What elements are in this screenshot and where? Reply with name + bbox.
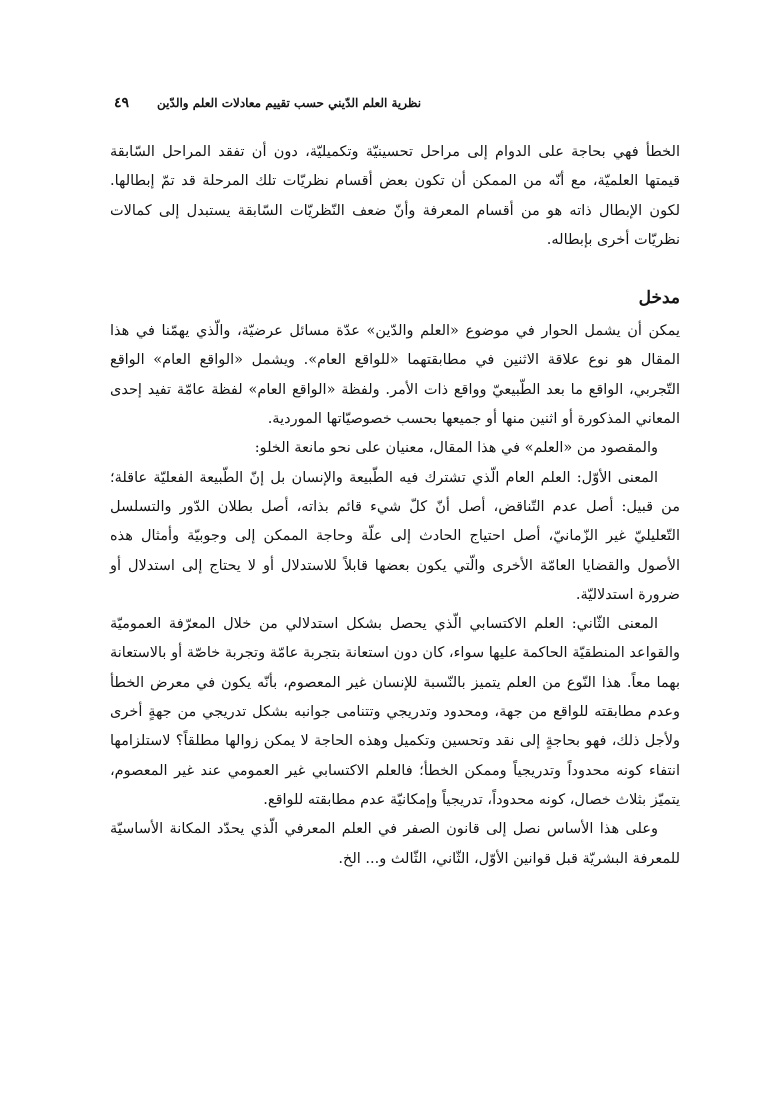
running-title: نظرية العلم الدّيني حسب تقييم معادلات العلم والدّين (157, 96, 422, 110)
running-header (114, 92, 438, 114)
section-title: مدخل (638, 288, 680, 309)
paragraph-continuation: الخطأ فهي بحاجة على الدوام إلى مراحل تحسينيّة وتكميليّة، دون أن تفقد المراحل السّابقة قيمتها العلميّة، مع أنّه من الممكن أن تكون بعض أقسام نظريّات تلك المرحلة قد تمّ إبطالها. لكون الإبطال ذاته هو من أقسام المعرفة وأنّ ضعف النّظريّات السّابقة يستبدل إلى كمالات نظريّات أخرى بإبطاله. (110, 144, 680, 248)
page-body (110, 138, 680, 874)
paragraph-zero-law: وعلى هذا الأساس نصل إلى قانون الصفر في العلم المعرفي الّذي يحدّد المكانة الأساسيّة للمعرفة البشريّة قبل قوانين الأوّل، الثّاني، الثّالث و... الخ. (110, 821, 680, 867)
page-number: ٤٩ (114, 95, 130, 111)
paragraph-meaning-intro: والمقصود من «العلم» في هذا المقال، معنيان على نحو مانعة الخلو: (254, 440, 658, 457)
paragraph-first-meaning: المعنى الأوّل: العلم العام الّذي تشترك فيه الطّبيعة والإنسان بل إنّ الطّبيعة الفعليّة عاقلة؛ من قبيل: أصل عدم التّناقض، أصل أنّ كلّ شيء قائم بذاته، أصل بطلان الدّور والتسلسل التّعليليّ غير الزّمانيّ، أصل احتياج الحادث إلى علّة وحاجة الممكن إلى وجوبيّة وأمثال هذه الأصول والقضايا العامّة الأخرى والّتي يكون بعضها قابلاً للاستدلال أو لا يحتاج إلى استدلال أو ضرورة استدلاليّة. (110, 469, 680, 603)
paragraph-intro: يمكن أن يشمل الحوار في موضوع «العلم والدّين» عدّة مسائل عرضيّة، والّذي يهمّنا في هذا المقال هو نوع علاقة الاثنين في مطابقتهما «للواقع العام». ويشمل «الواقع العام» الواقع التّجربي، الواقع ما بعد الطّبيعيّ وواقع ذات الأمر. ولفظة «الواقع العام» لفظة عامّة تفيد إحدى المعاني المذكورة أو اثنين منها أو جميعها بحسب خصوصيّاتها الموردية. (110, 323, 680, 428)
paragraph-second-meaning: المعنى الثّاني: العلم الاكتسابي الّذي يحصل بشكل استدلالي من خلال المعرّفة العموميّة والقواعد المنطقيّة الحاكمة عليها سواء، كان دون استعانة بتجربة عامّة وتجربة خاصّة أو بالاستعانة بهما معاً. هذا النّوع من العلم يتميز بالنّسبة للإنسان غير المعصوم، بأنّه يكون في معرض الخطأ وعدم مطابقته للواقع من جهة، ومحدود وتدريجي وتتنامى جوانبه بشكل تدريجي من جهةٍ أخرى ولأجل ذلك، فهو بحاجةٍ إلى نقد وتحسين وتكميل وهذه الحاجة لا يمكن زوالها مطلقاً؟ لاستلزامها انتفاء كونه محدوداً وتدريجياً وممكن الخطأ؛ فالعلم الاكتسابي غير العمومي عند غير المعصوم، يتميّز بثلاث خصال، كونه محدوداً، تدريجياً وإمكانيّة عدم مطابقته للواقع. (110, 616, 680, 808)
